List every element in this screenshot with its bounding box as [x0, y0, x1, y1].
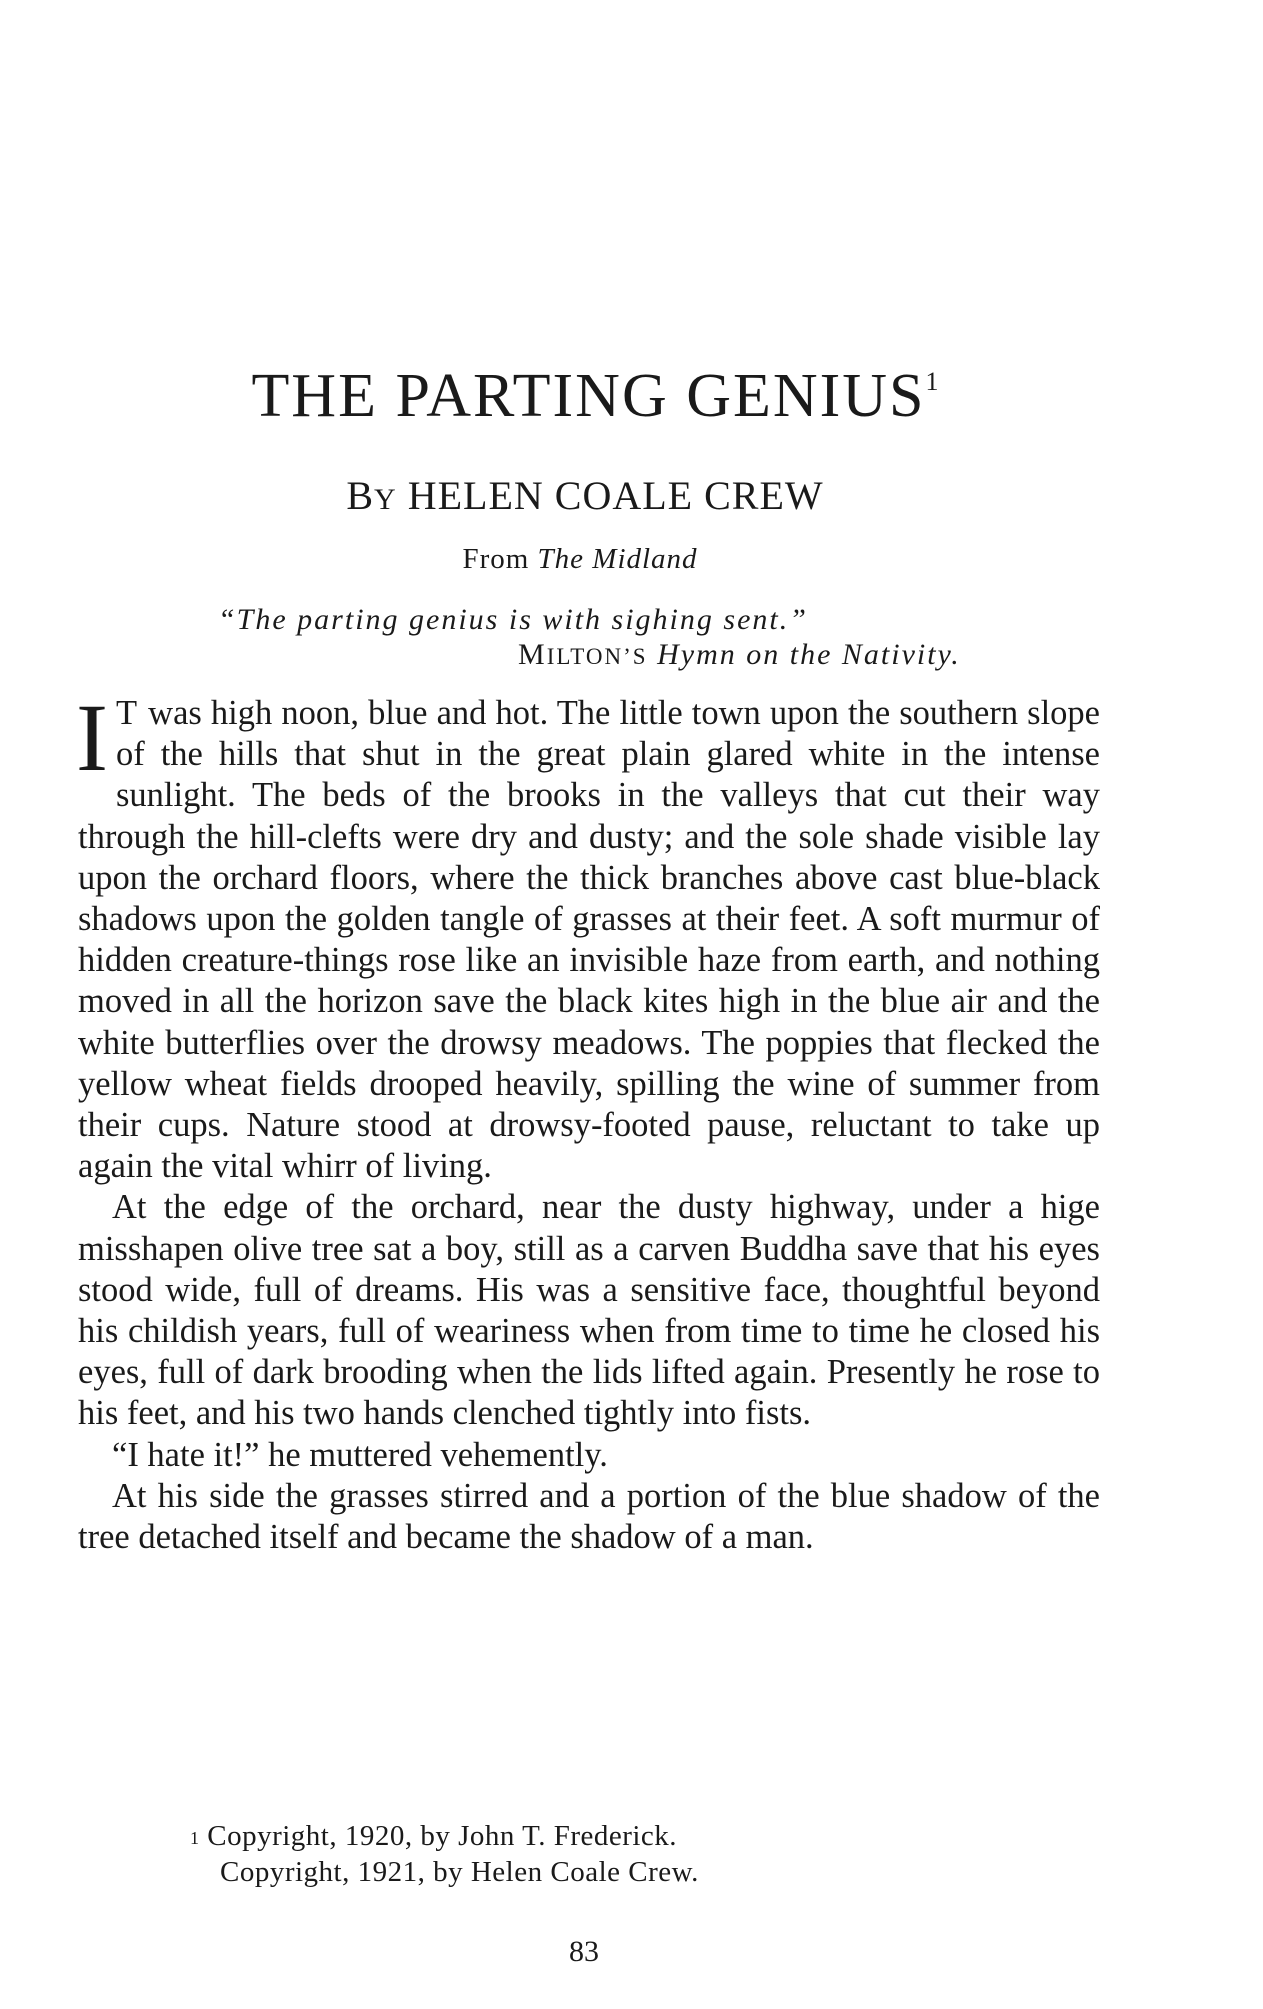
- byline-by-small: Y: [374, 483, 397, 516]
- author-name: HELEN COALE CREW: [407, 473, 824, 518]
- chapter-title-text: THE PARTING GENIUS: [251, 362, 926, 430]
- author-byline: [0, 473, 1170, 518]
- source-publication: The Midland: [537, 543, 698, 575]
- attribution-small: ILTON’S: [546, 644, 648, 669]
- source-prefix: From: [462, 543, 530, 575]
- paragraph-1-text: was high noon, blue and hot. The little town upon the southern slope of the hills that shut in the great plain glared white in the intense sunlight. The beds of the brooks in the valleys that cut their way through the hill-clefts were dry and dusty; and the sole shade visible lay upon the orchard floors, where the thick branches above cast blue-black shadows upon the golden tangle of grasses at their feet. A soft murmur of hidden creature-things rose like an invisible haze from earth, and nothing moved in all the horizon save the black kites high in the blue air and the white butterflies over the drowsy meadows. The poppies that flecked the yellow wheat fields drooped heavily, spilling the wine of summer from their cups. Nature stood at drowsy-footed pause, reluctant to take up again the vital whirr of living.: [78, 694, 1100, 1186]
- epigraph-quote: “The parting genius is with sighing sent.”: [218, 603, 808, 636]
- paragraph-4: At his side the grasses stirred and a portion of the blue shadow of the tree detached itself and became the shadow of a man.: [78, 1476, 1100, 1557]
- story-body: [76, 684, 1100, 1558]
- epigraph-attribution: [518, 640, 961, 670]
- footnote-line-1-text: Copyright, 1920, by John T. Frederick.: [207, 1820, 678, 1852]
- paragraph-3: “I hate it!” he muttered vehemently.: [112, 1435, 608, 1474]
- title-footnote-mark: 1: [925, 367, 939, 396]
- paragraph-2: At the edge of the orchard, near the dusty highway, under a hige misshapen olive tree sat a boy, still as a carven Buddha save that his eyes stood wide, full of dreams. His was a sensitive face, thoughtful beyond his childish years, full of weariness when from time to time he closed his eyes, full of dark brooding when the lids lifted again. Presently he rose to his feet, and his two hands clenched tightly into fists.: [78, 1188, 1100, 1433]
- drop-cap: I: [76, 684, 108, 791]
- footnote-line-2: Copyright, 1921, by Helen Coale Crew.: [220, 1856, 699, 1888]
- paragraph-1: [76, 684, 1100, 1187]
- attribution-cap: M: [518, 638, 547, 671]
- footnote: [190, 1818, 699, 1890]
- page-number: 83: [569, 1935, 599, 1968]
- first-word-rest: T: [115, 694, 140, 732]
- byline-by-cap: B: [346, 473, 375, 518]
- footnote-mark: 1: [190, 1828, 200, 1848]
- footnote-line-1: [190, 1818, 699, 1854]
- source-line: [0, 545, 1160, 574]
- attribution-work: Hymn on the Nativity.: [657, 638, 961, 671]
- chapter-title: [0, 362, 1190, 430]
